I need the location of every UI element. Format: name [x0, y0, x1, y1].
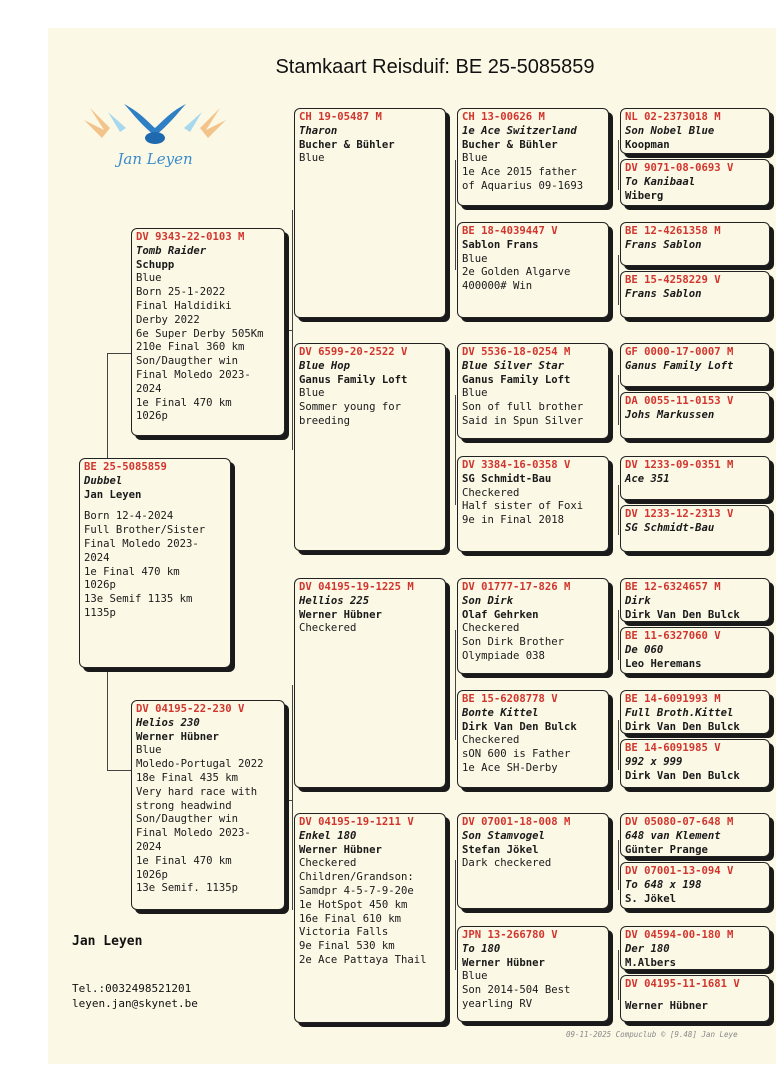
info-line: Blue	[136, 744, 162, 757]
page-title: Stamkaart Reisduif: BE 25-5085859	[275, 56, 595, 78]
pigeon-card-main	[79, 458, 231, 668]
info-line: yearling RV	[462, 997, 533, 1010]
pigeon-name: De 060	[625, 643, 664, 656]
ring-number: DV 1233-09-0351 M	[625, 459, 734, 471]
info-line: Derby 2022	[136, 313, 200, 326]
ring-number: CH 13-00626 M	[462, 111, 545, 123]
breeder-name: Koopman	[625, 138, 670, 151]
pigeon-card-g5	[620, 343, 770, 387]
pigeon-card-father	[131, 228, 285, 436]
breeder-name: Werner Hübner	[136, 730, 219, 743]
pigeon-card-fmm	[457, 456, 609, 552]
pigeon-card-g2	[620, 159, 770, 206]
info-line: Samdpr 4-5-7-9-20e	[299, 884, 414, 897]
info-line: 1026p	[84, 579, 116, 592]
pigeon-card-mother	[131, 700, 285, 910]
breeder-name: SG Schmidt-Bau	[462, 472, 552, 485]
info-line: 18e Final 435 km	[136, 771, 239, 784]
info-line: Blue	[462, 387, 488, 400]
ring-number: BE 12-4261358 M	[625, 225, 721, 237]
pigeon-name: To 648 x 198	[625, 878, 702, 891]
ring-number: JPN 13-266780 V	[462, 929, 558, 941]
ring-number: DV 5536-18-0254 M	[462, 346, 571, 358]
info-line: Victoria Falls	[299, 926, 389, 939]
ring-number: DA 0055-11-0153 V	[625, 395, 734, 407]
breeder-name: Bucher & Bühler	[299, 138, 395, 151]
ring-number: DV 04195-22-230 V	[136, 703, 245, 715]
info-line: 2024	[136, 382, 162, 395]
info-line: Half sister of Foxi	[462, 500, 584, 513]
info-line: Dark checkered	[462, 857, 552, 870]
pigeon-card-fff	[457, 108, 609, 206]
info-line: Blue	[136, 272, 162, 285]
ring-number: CH 19-05487 M	[299, 111, 382, 123]
pigeon-name: Enkel 180	[299, 829, 357, 842]
pigeon-name: Frans Sablon	[625, 238, 702, 251]
info-line: Checkered	[462, 622, 520, 635]
info-line: Born 12-4-2024	[84, 510, 174, 523]
ring-number: DV 6599-20-2522 V	[299, 346, 408, 358]
pigeon-card-g13	[620, 813, 770, 857]
breeder-name: Schupp	[136, 258, 175, 271]
info-line: 210e Final 360 km	[136, 341, 245, 354]
breeder-name: Leo Heremans	[625, 657, 702, 670]
info-line: 1e Final 470 km	[84, 565, 180, 578]
info-line: 16e Final 610 km	[299, 912, 402, 925]
breeder-name: Werner Hübner	[462, 956, 545, 969]
info-line: Son/Daugther win	[136, 355, 239, 368]
pigeon-card-mff	[457, 578, 609, 674]
breeder-name: Olaf Gehrken	[462, 608, 539, 621]
breeder-name: S. Jökel	[625, 892, 677, 905]
info-line: 13e Semif. 1135p	[136, 882, 239, 895]
dove-logo	[80, 98, 230, 178]
breeder-name: Werner Hübner	[299, 843, 382, 856]
pigeon-card-g12	[620, 739, 770, 788]
breeder-name: Werner Hübner	[299, 608, 382, 621]
pigeon-name: SG Schmidt-Bau	[625, 521, 715, 534]
breeder-name: Stefan Jökel	[462, 843, 539, 856]
breeder-name: Bucher & Bühler	[462, 138, 558, 151]
ring-number: DV 07001-13-094 V	[625, 865, 734, 877]
info-line: Final Moledo 2023-	[136, 827, 251, 840]
info-line: 400000# Win	[462, 280, 533, 293]
info-line: Blue	[299, 387, 325, 400]
ring-number: BE 15-6208778 V	[462, 693, 558, 705]
info-line: sON 600 is Father	[462, 748, 571, 761]
pigeon-name: 1e Ace Switzerland	[462, 124, 577, 137]
pigeon-name: Bonte Kittel	[462, 706, 539, 719]
pigeon-name: Helios 230	[136, 716, 200, 729]
breeder-name: Ganus Family Loft	[462, 373, 571, 386]
info-line: 6e Super Derby 505Km	[136, 327, 264, 340]
ring-number: DV 04594-00-180 M	[625, 929, 734, 941]
info-line: Final Haldidiki	[136, 299, 232, 312]
info-line: Son/Daugther win	[136, 813, 239, 826]
info-line: breeding	[299, 414, 351, 427]
info-line: 1e HotSpot 450 km	[299, 898, 408, 911]
breeder-name: Dirk Van Den Bulck	[625, 769, 740, 782]
info-line: Blue	[462, 970, 488, 983]
info-line: Son Dirk Brother	[462, 636, 565, 649]
info-line: Checkered	[462, 734, 520, 747]
info-line: 1135p	[84, 606, 116, 619]
ring-number: DV 3384-16-0358 V	[462, 459, 571, 471]
info-line: Final Moledo 2023-	[84, 537, 199, 550]
pigeon-name: Ganus Family Loft	[625, 359, 734, 372]
info-line: Son 2014-504 Best	[462, 984, 571, 997]
pigeon-card-mm	[294, 813, 446, 1023]
pigeon-card-g6	[620, 392, 770, 439]
owner-phone: Tel.:0032498521201	[72, 982, 192, 995]
breeder-name: Dirk Van Den Bulck	[462, 720, 577, 733]
info-line: Very hard race with	[136, 785, 258, 798]
ring-number: BE 25-5085859	[84, 461, 167, 473]
info-line: 13e Semif 1135 km	[84, 593, 193, 606]
info-line: Blue	[462, 152, 488, 165]
pigeon-name: Tharon	[299, 124, 338, 137]
breeder-name: Dirk Van Den Bulck	[625, 608, 740, 621]
pigeon-card-fmf	[457, 343, 609, 439]
ring-number: DV 04195-19-1211 V	[299, 816, 414, 828]
pigeon-name: 992 x 999	[625, 755, 683, 768]
info-line: Checkered	[462, 486, 520, 499]
ring-number: DV 1233-12-2313 V	[625, 508, 734, 520]
svg-text:Jan Leyen: Jan Leyen	[117, 150, 193, 168]
pigeon-card-g10	[620, 627, 770, 674]
pigeon-name: Son Nobel Blue	[625, 124, 715, 137]
pigeon-card-g15	[620, 926, 770, 970]
ring-number: DV 9071-08-0693 V	[625, 162, 734, 174]
owner-name: Jan Leyen	[72, 934, 143, 949]
pigeon-card-g4	[620, 271, 770, 318]
pigeon-name: Son Dirk	[462, 594, 514, 607]
info-line: 9e in Final 2018	[462, 514, 565, 527]
info-line: 1026p	[136, 868, 168, 881]
ring-number: BE 15-4258229 V	[625, 274, 721, 286]
pigeon-card-ff	[294, 108, 446, 318]
info-line: 2e Ace Pattaya Thail	[299, 953, 427, 966]
pigeon-name: Ace 351	[625, 472, 670, 485]
breeder-name: Dirk Van Den Bulck	[625, 720, 740, 733]
info-line: strong headwind	[136, 799, 232, 812]
info-line: Blue	[299, 152, 325, 165]
pigeon-name: To 180	[462, 942, 501, 955]
pigeon-card-g14	[620, 862, 770, 909]
pigeon-card-g11	[620, 690, 770, 734]
breeder-name: Sablon Frans	[462, 238, 539, 251]
pigeon-card-fm	[294, 343, 446, 551]
pigeon-name: Frans Sablon	[625, 287, 702, 300]
pigeon-card-mmm	[457, 926, 609, 1022]
pigeon-name: Johs Markussen	[625, 408, 715, 421]
pigeon-card-g8	[620, 505, 770, 552]
pigeon-name: Son Stamvogel	[462, 829, 545, 842]
info-line: 1e Final 470 km	[136, 396, 232, 409]
ring-number: GF 0000-17-0007 M	[625, 346, 734, 358]
info-line: 1026p	[136, 410, 168, 423]
pigeon-card-mmf	[457, 813, 609, 909]
pigeon-card-g3	[620, 222, 770, 266]
info-line: 9e Final 530 km	[299, 940, 395, 953]
ring-number: DV 07001-18-008 M	[462, 816, 571, 828]
pigeon-name: Dirk	[625, 594, 651, 607]
ring-number: BE 14-6091993 M	[625, 693, 721, 705]
info-line: Sommer young for	[299, 401, 402, 414]
pigeon-name: Full Broth.Kittel	[625, 706, 734, 719]
ring-number: DV 04195-11-1681 V	[625, 978, 740, 990]
pigeon-card-g9	[620, 578, 770, 622]
info-line: Son of full brother	[462, 401, 584, 414]
pigeon-name: Tomb Raider	[136, 244, 207, 257]
pigeon-name: Der 180	[625, 942, 670, 955]
pigeon-card-g1	[620, 108, 770, 154]
pigeon-card-ffm	[457, 222, 609, 318]
info-line: 2e Golden Algarve	[462, 266, 571, 279]
pigeon-card-g7	[620, 456, 770, 500]
info-line: 2024	[84, 551, 110, 564]
info-line: Moledo-Portugal 2022	[136, 758, 264, 771]
footer-print-info: 09-11-2025 Compuclub © [9.48] Jan Leye	[566, 1030, 738, 1039]
info-line: Checkered	[299, 622, 357, 635]
pigeon-card-mfm	[457, 690, 609, 788]
breeder-name: M.Albers	[625, 956, 677, 969]
info-line: 1e Ace 2015 father	[462, 166, 577, 179]
ring-number: BE 12-6324657 M	[625, 581, 721, 593]
pigeon-name: Hellios 225	[299, 594, 370, 607]
info-line: Children/Grandson:	[299, 871, 414, 884]
pigeon-card-g16	[620, 975, 770, 1022]
info-line: Born 25-1-2022	[136, 286, 226, 299]
ring-number: BE 11-6327060 V	[625, 630, 721, 642]
breeder-name: Wiberg	[625, 189, 664, 202]
ring-number: NL 02-2373018 M	[625, 111, 721, 123]
info-line: Blue	[462, 252, 488, 265]
ring-number: DV 01777-17-826 M	[462, 581, 571, 593]
breeder-name: Werner Hübner	[625, 999, 708, 1012]
ring-number: DV 04195-19-1225 M	[299, 581, 414, 593]
info-line: Full Brother/Sister	[84, 524, 206, 537]
info-line: Checkered	[299, 857, 357, 870]
ring-number: DV 9343-22-0103 M	[136, 231, 245, 243]
pigeon-name: 648 van Klement	[625, 829, 721, 842]
info-line: 2024	[136, 840, 162, 853]
info-line: Said in Spun Silver	[462, 414, 584, 427]
pigeon-card-mf	[294, 578, 446, 788]
pigeon-name: To Kanibaal	[625, 175, 696, 188]
info-line: 1e Ace SH-Derby	[462, 761, 558, 774]
info-line: Olympiade 038	[462, 649, 545, 662]
breeder-name: Jan Leyen	[84, 488, 142, 501]
owner-email: leyen.jan@skynet.be	[72, 997, 198, 1010]
ring-number: BE 14-6091985 V	[625, 742, 721, 754]
info-line: of Aquarius 09-1693	[462, 179, 584, 192]
info-line: 1e Final 470 km	[136, 854, 232, 867]
pigeon-name: Blue Silver Star	[462, 359, 565, 372]
breeder-name: Günter Prange	[625, 843, 708, 856]
pigeon-name: Dubbel	[84, 474, 123, 487]
ring-number: BE 18-4039447 V	[462, 225, 558, 237]
ring-number: DV 05080-07-648 M	[625, 816, 734, 828]
breeder-name: Ganus Family Loft	[299, 373, 408, 386]
info-line: Final Moledo 2023-	[136, 368, 251, 381]
pigeon-name: Blue Hop	[299, 359, 351, 372]
